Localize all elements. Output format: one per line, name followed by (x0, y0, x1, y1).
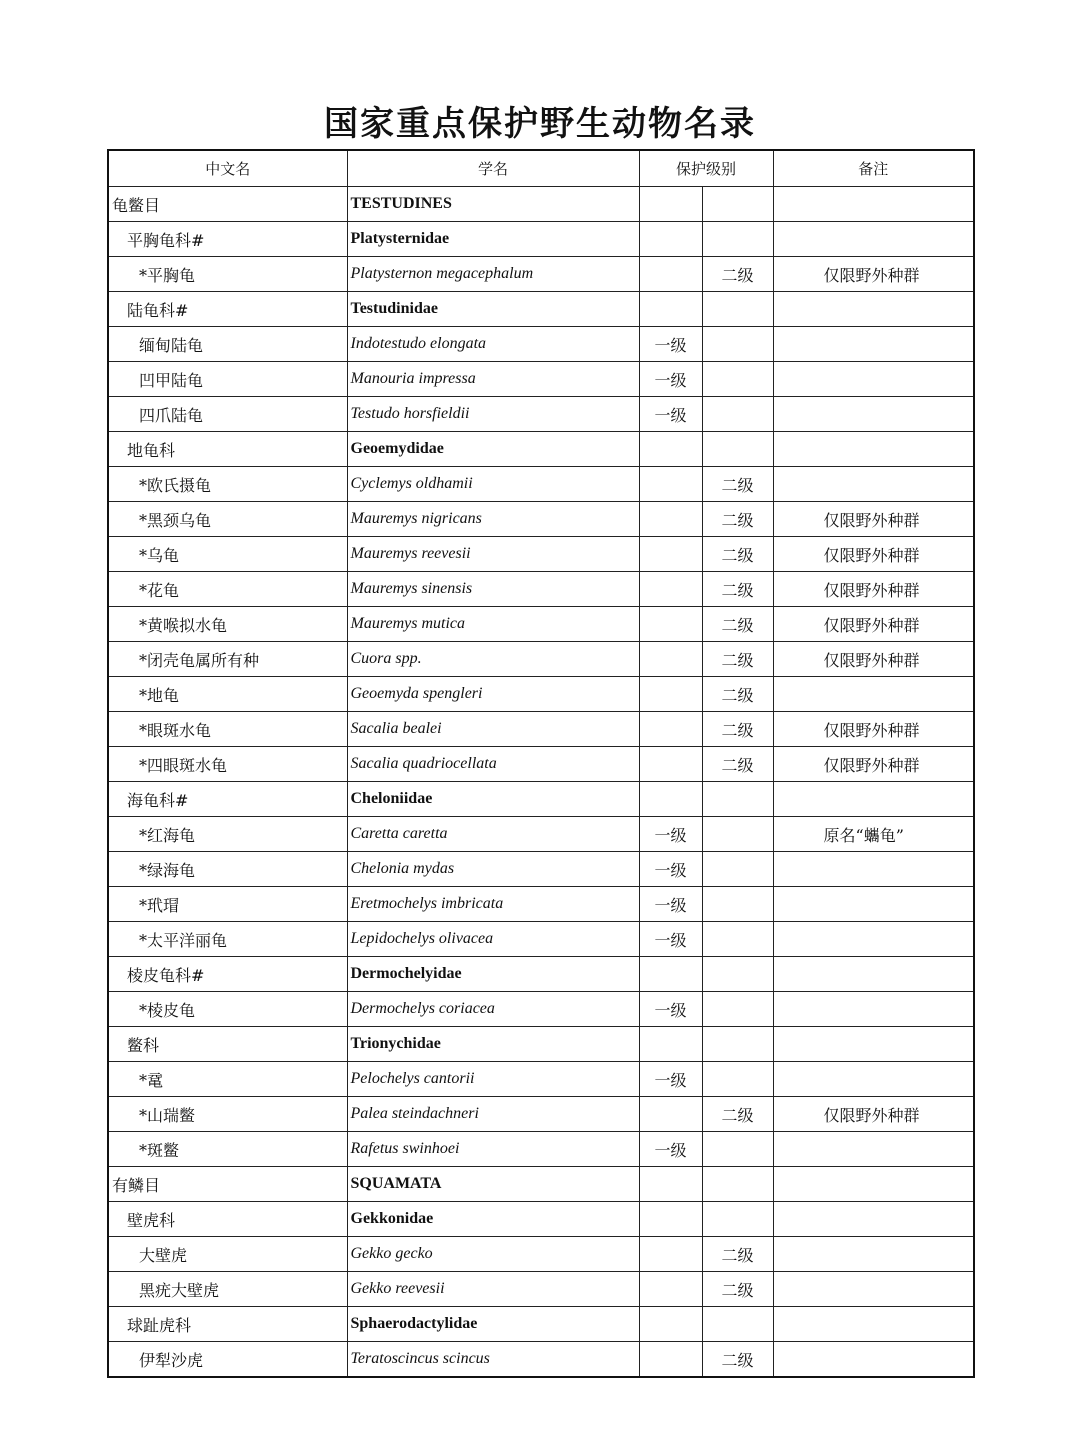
note-cell (773, 1132, 974, 1167)
table-row (108, 817, 974, 852)
chinese-name-cell: 平胸龟科# (108, 222, 347, 257)
level-two-cell (702, 852, 773, 887)
level-two-cell: 二级 (702, 467, 773, 502)
level-one-cell (639, 677, 702, 712)
scientific-name-cell: Chelonia mydas (347, 852, 639, 887)
level-two-cell: 二级 (702, 1097, 773, 1132)
level-one-cell: 一级 (639, 327, 702, 362)
level-one-cell (639, 1237, 702, 1272)
note-cell (773, 292, 974, 327)
note-cell: 仅限野外种群 (773, 572, 974, 607)
chinese-name-cell: *地龟 (108, 677, 347, 712)
scientific-name-cell: Cheloniidae (347, 782, 639, 817)
note-cell (773, 782, 974, 817)
level-two-cell: 二级 (702, 1272, 773, 1307)
page-title: 国家重点保护野生动物名录 (324, 104, 756, 144)
chinese-name-cell: 陆龟科# (108, 292, 347, 327)
level-two-cell (702, 1062, 773, 1097)
chinese-name-cell: *绿海龟 (108, 852, 347, 887)
chinese-name-cell: 大壁虎 (108, 1237, 347, 1272)
level-one-cell (639, 712, 702, 747)
table-row (108, 1342, 974, 1378)
level-two-cell (702, 397, 773, 432)
level-one-cell (639, 572, 702, 607)
level-one-cell (639, 537, 702, 572)
table-header-row (108, 150, 974, 187)
table-row (108, 922, 974, 957)
table-row (108, 572, 974, 607)
scientific-name-cell: Pelochelys cantorii (347, 1062, 639, 1097)
note-cell (773, 887, 974, 922)
level-two-cell (702, 887, 773, 922)
chinese-name-cell: *欧氏摄龟 (108, 467, 347, 502)
level-one-cell: 一级 (639, 817, 702, 852)
level-two-cell: 二级 (702, 607, 773, 642)
level-two-cell (702, 957, 773, 992)
level-two-cell: 二级 (702, 1237, 773, 1272)
level-one-cell (639, 642, 702, 677)
table-body (108, 150, 974, 1377)
chinese-name-cell: *黑颈乌龟 (108, 502, 347, 537)
chinese-name-cell: *山瑞鳖 (108, 1097, 347, 1132)
scientific-name-cell: Geoemyda spengleri (347, 677, 639, 712)
level-one-cell: 一级 (639, 852, 702, 887)
level-one-cell (639, 607, 702, 642)
level-two-cell (702, 817, 773, 852)
scientific-name-cell: Cyclemys oldhamii (347, 467, 639, 502)
level-one-cell (639, 1202, 702, 1237)
level-one-cell (639, 1097, 702, 1132)
level-one-cell (639, 187, 702, 222)
note-cell: 仅限野外种群 (773, 1097, 974, 1132)
table-row (108, 187, 974, 222)
scientific-name-cell: Gekko gecko (347, 1237, 639, 1272)
level-one-cell (639, 292, 702, 327)
note-cell (773, 467, 974, 502)
chinese-name-cell: *黄喉拟水龟 (108, 607, 347, 642)
level-two-cell: 二级 (702, 747, 773, 782)
scientific-name-cell: Sacalia quadriocellata (347, 747, 639, 782)
chinese-name-cell: *棱皮龟 (108, 992, 347, 1027)
chinese-name-cell: 缅甸陆龟 (108, 327, 347, 362)
level-one-cell (639, 1342, 702, 1378)
level-two-cell: 二级 (702, 712, 773, 747)
note-cell (773, 922, 974, 957)
table-row (108, 537, 974, 572)
table-row (108, 1062, 974, 1097)
table-row (108, 642, 974, 677)
scientific-name-cell: Platysternidae (347, 222, 639, 257)
table-row (108, 1097, 974, 1132)
scientific-name-cell: Geoemydidae (347, 432, 639, 467)
table-row (108, 852, 974, 887)
chinese-name-cell: *玳瑁 (108, 887, 347, 922)
level-one-cell (639, 1167, 702, 1202)
chinese-name-cell: *眼斑水龟 (108, 712, 347, 747)
scientific-name-cell: Caretta caretta (347, 817, 639, 852)
chinese-name-cell: 龟鳖目 (108, 187, 347, 222)
note-cell (773, 362, 974, 397)
note-cell: 仅限野外种群 (773, 642, 974, 677)
note-cell (773, 222, 974, 257)
scientific-name-cell: Trionychidae (347, 1027, 639, 1062)
note-cell (773, 852, 974, 887)
scientific-name-cell: Sacalia bealei (347, 712, 639, 747)
level-two-cell (702, 432, 773, 467)
header-scientific-name: 学名 (347, 150, 639, 187)
chinese-name-cell: *太平洋丽龟 (108, 922, 347, 957)
level-one-cell (639, 257, 702, 292)
level-two-cell: 二级 (702, 1342, 773, 1378)
chinese-name-cell: *红海龟 (108, 817, 347, 852)
level-one-cell (639, 747, 702, 782)
scientific-name-cell: Manouria impressa (347, 362, 639, 397)
table-row (108, 1202, 974, 1237)
table-row (108, 1307, 974, 1342)
level-two-cell (702, 1132, 773, 1167)
scientific-name-cell: Platysternon megacephalum (347, 257, 639, 292)
species-table (107, 149, 975, 1378)
note-cell: 原名“蠵龟” (773, 817, 974, 852)
scientific-name-cell: Mauremys mutica (347, 607, 639, 642)
level-two-cell (702, 1167, 773, 1202)
scientific-name-cell: SQUAMATA (347, 1167, 639, 1202)
note-cell: 仅限野外种群 (773, 537, 974, 572)
level-one-cell: 一级 (639, 362, 702, 397)
chinese-name-cell: *乌龟 (108, 537, 347, 572)
table-row (108, 222, 974, 257)
level-two-cell (702, 1202, 773, 1237)
level-one-cell (639, 467, 702, 502)
scientific-name-cell: Cuora spp. (347, 642, 639, 677)
level-one-cell: 一级 (639, 887, 702, 922)
note-cell (773, 1237, 974, 1272)
scientific-name-cell: Gekkonidae (347, 1202, 639, 1237)
chinese-name-cell: 四爪陆龟 (108, 397, 347, 432)
table-row (108, 712, 974, 747)
level-one-cell (639, 1272, 702, 1307)
scientific-name-cell: Rafetus swinhoei (347, 1132, 639, 1167)
scientific-name-cell: Testudo horsfieldii (347, 397, 639, 432)
table-row (108, 1132, 974, 1167)
scientific-name-cell: Lepidochelys olivacea (347, 922, 639, 957)
chinese-name-cell: 球趾虎科 (108, 1307, 347, 1342)
level-two-cell (702, 992, 773, 1027)
table-row (108, 957, 974, 992)
level-two-cell (702, 292, 773, 327)
chinese-name-cell: *四眼斑水龟 (108, 747, 347, 782)
table-row (108, 292, 974, 327)
scientific-name-cell: Sphaerodactylidae (347, 1307, 639, 1342)
level-two-cell: 二级 (702, 572, 773, 607)
note-cell (773, 957, 974, 992)
table-row (108, 257, 974, 292)
note-cell (773, 992, 974, 1027)
level-one-cell: 一级 (639, 992, 702, 1027)
table-row (108, 397, 974, 432)
scientific-name-cell: Palea steindachneri (347, 1097, 639, 1132)
level-one-cell (639, 1027, 702, 1062)
chinese-name-cell: 棱皮龟科# (108, 957, 347, 992)
scientific-name-cell: Gekko reevesii (347, 1272, 639, 1307)
note-cell: 仅限野外种群 (773, 502, 974, 537)
header-protection-level: 保护级别 (639, 150, 773, 187)
scientific-name-cell: Mauremys sinensis (347, 572, 639, 607)
level-two-cell (702, 187, 773, 222)
scientific-name-cell: Mauremys reevesii (347, 537, 639, 572)
scientific-name-cell: Eretmochelys imbricata (347, 887, 639, 922)
level-two-cell (702, 782, 773, 817)
scientific-name-cell: Indotestudo elongata (347, 327, 639, 362)
table-row (108, 747, 974, 782)
level-one-cell: 一级 (639, 1132, 702, 1167)
table-row (108, 327, 974, 362)
note-cell (773, 677, 974, 712)
table-row (108, 887, 974, 922)
header-notes: 备注 (773, 150, 974, 187)
level-two-cell (702, 922, 773, 957)
level-two-cell: 二级 (702, 502, 773, 537)
level-two-cell (702, 1307, 773, 1342)
level-two-cell: 二级 (702, 677, 773, 712)
scientific-name-cell: Mauremys nigricans (347, 502, 639, 537)
table-row (108, 1237, 974, 1272)
note-cell (773, 1062, 974, 1097)
level-one-cell (639, 1307, 702, 1342)
table-row (108, 1272, 974, 1307)
note-cell: 仅限野外种群 (773, 712, 974, 747)
chinese-name-cell: 凹甲陆龟 (108, 362, 347, 397)
chinese-name-cell: *花龟 (108, 572, 347, 607)
chinese-name-cell: *平胸龟 (108, 257, 347, 292)
scientific-name-cell: TESTUDINES (347, 187, 639, 222)
note-cell (773, 187, 974, 222)
table-row (108, 782, 974, 817)
scientific-name-cell: Dermochelyidae (347, 957, 639, 992)
table-row (108, 432, 974, 467)
level-one-cell (639, 957, 702, 992)
chinese-name-cell: 黑疣大壁虎 (108, 1272, 347, 1307)
chinese-name-cell: 地龟科 (108, 432, 347, 467)
level-two-cell (702, 362, 773, 397)
level-two-cell: 二级 (702, 642, 773, 677)
level-two-cell: 二级 (702, 257, 773, 292)
table-row (108, 1027, 974, 1062)
table-row (108, 362, 974, 397)
chinese-name-cell: *闭壳龟属所有种 (108, 642, 347, 677)
note-cell (773, 432, 974, 467)
note-cell (773, 1027, 974, 1062)
level-two-cell (702, 222, 773, 257)
chinese-name-cell: *斑鳖 (108, 1132, 347, 1167)
level-one-cell (639, 782, 702, 817)
table-row (108, 502, 974, 537)
note-cell (773, 1307, 974, 1342)
level-one-cell: 一级 (639, 1062, 702, 1097)
chinese-name-cell: 有鳞目 (108, 1167, 347, 1202)
note-cell (773, 397, 974, 432)
level-two-cell: 二级 (702, 537, 773, 572)
scientific-name-cell: Dermochelys coriacea (347, 992, 639, 1027)
table-row (108, 992, 974, 1027)
header-chinese-name: 中文名 (108, 150, 347, 187)
note-cell (773, 1167, 974, 1202)
level-one-cell: 一级 (639, 922, 702, 957)
note-cell: 仅限野外种群 (773, 607, 974, 642)
note-cell (773, 1272, 974, 1307)
level-two-cell (702, 327, 773, 362)
level-one-cell (639, 502, 702, 537)
note-cell (773, 1342, 974, 1378)
chinese-name-cell: 伊犁沙虎 (108, 1342, 347, 1378)
table-row (108, 467, 974, 502)
table-row (108, 677, 974, 712)
table-row (108, 607, 974, 642)
note-cell (773, 327, 974, 362)
level-two-cell (702, 1027, 773, 1062)
level-one-cell: 一级 (639, 397, 702, 432)
note-cell (773, 1202, 974, 1237)
note-cell: 仅限野外种群 (773, 747, 974, 782)
chinese-name-cell: 壁虎科 (108, 1202, 347, 1237)
chinese-name-cell: 鳖科 (108, 1027, 347, 1062)
chinese-name-cell: *鼋 (108, 1062, 347, 1097)
level-one-cell (639, 432, 702, 467)
table-row (108, 1167, 974, 1202)
scientific-name-cell: Testudinidae (347, 292, 639, 327)
scientific-name-cell: Teratoscincus scincus (347, 1342, 639, 1378)
chinese-name-cell: 海龟科# (108, 782, 347, 817)
note-cell: 仅限野外种群 (773, 257, 974, 292)
level-one-cell (639, 222, 702, 257)
